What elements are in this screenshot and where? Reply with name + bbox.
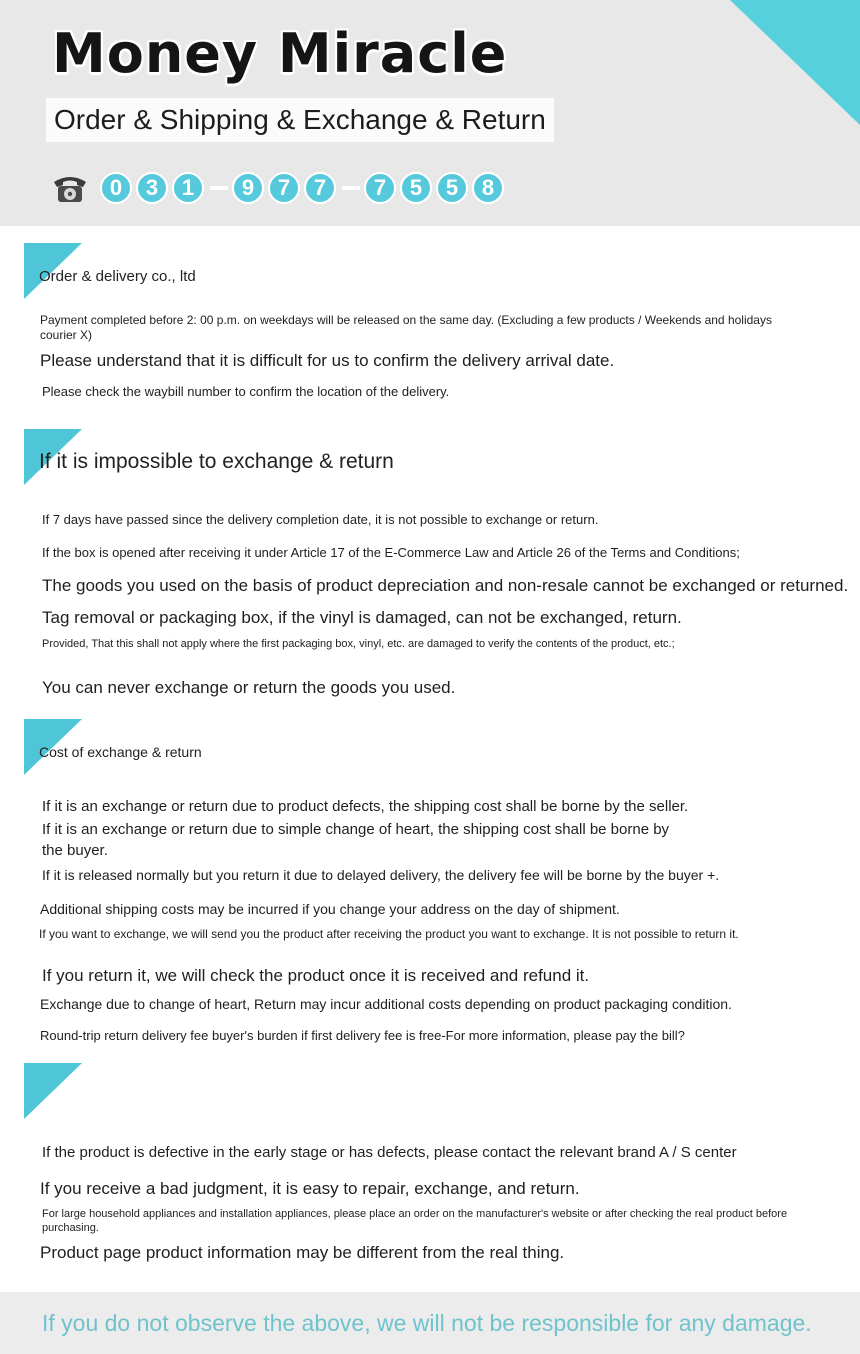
phone-separator <box>210 186 228 190</box>
policy-line: If you want to exchange, we will send you the product after receiving the product you want to exchange. It is not possible to return it. <box>39 927 739 941</box>
section-title: Order & delivery co., ltd <box>39 268 196 285</box>
policy-line: If it is an exchange or return due to simple change of heart, the shipping cost shall be borne by the buyer. <box>42 821 670 859</box>
policy-line: If you return it, we will check the product once it is received and refund it. <box>42 966 590 985</box>
policy-line: You can never exchange or return the goods you used. <box>42 678 456 697</box>
phone-digit: 7 <box>268 172 300 204</box>
policy-line: Additional shipping costs may be incurred if you change your address on the day of shipment. <box>40 901 620 917</box>
section-defects <box>24 1063 524 1123</box>
section-title: Cost of exchange & return <box>39 744 202 760</box>
phone-digit: 7 <box>304 172 336 204</box>
footer-notice-bar <box>0 1292 860 1354</box>
phone-digit: 5 <box>436 172 468 204</box>
brand-title: Money Miracle <box>52 22 508 85</box>
section-exchange-cost <box>24 719 524 779</box>
phone-digit: 3 <box>136 172 168 204</box>
phone-digit: 7 <box>364 172 396 204</box>
policy-line: Payment completed before 2: 00 p.m. on weekdays will be released on the same day. (Excluding a few products / Weekends and holidays courier X) <box>40 313 772 342</box>
policy-line: If the product is defective in the early stage or has defects, please contact the relevant brand A / S center <box>42 1144 737 1161</box>
section-order-delivery <box>24 243 524 303</box>
policy-line: Tag removal or packaging box, if the vinyl is damaged, can not be exchanged, return. <box>42 608 682 627</box>
policy-line: If it is released normally but you return it due to delayed delivery, the delivery fee will be borne by the buyer +. <box>42 867 720 883</box>
phone-separator <box>342 186 360 190</box>
page-subtitle: Order & Shipping & Exchange & Return <box>46 98 554 142</box>
phone-digit: 5 <box>400 172 432 204</box>
policy-line: If 7 days have passed since the delivery completion date, it is not possible to exchange or return. <box>42 512 599 527</box>
policy-line: Please understand that it is difficult for us to confirm the delivery arrival date. <box>40 351 615 370</box>
phone-digit: 0 <box>100 172 132 204</box>
disclaimer-text: If you do not observe the above, we will not be responsible for any damage. <box>42 1310 812 1336</box>
policy-line: Round-trip return delivery fee buyer's burden if first delivery fee is free-For more information, please pay the bill? <box>40 1028 685 1043</box>
policy-line: If it is an exchange or return due to product defects, the shipping cost shall be borne by the seller. <box>42 798 689 815</box>
policy-line: Product page product information may be different from the real thing. <box>40 1243 565 1262</box>
phone-number <box>50 168 508 208</box>
section-no-exchange <box>24 429 524 489</box>
policy-line: If you receive a bad judgment, it is easy to repair, exchange, and return. <box>40 1179 580 1198</box>
phone-digit: 8 <box>472 172 504 204</box>
policy-line: If the box is opened after receiving it under Article 17 of the E-Commerce Law and Article 26 of the Terms and Conditions; <box>42 545 740 560</box>
section-title: If it is impossible to exchange & return <box>39 450 394 473</box>
telephone-icon <box>50 170 90 206</box>
phone-digit: 1 <box>172 172 204 204</box>
section-flag-icon <box>24 1063 82 1119</box>
phone-digit: 9 <box>232 172 264 204</box>
policy-line: Provided, That this shall not apply where the first packaging box, vinyl, etc. are damaged to verify the contents of the product, etc.; <box>42 638 675 650</box>
policy-line: For large household appliances and installation appliances, please place an order on the manufacturer's website or after checking the real product before purchasing. <box>42 1208 788 1234</box>
header-banner <box>0 0 860 226</box>
policy-line: Please check the waybill number to confirm the location of the delivery. <box>42 384 450 399</box>
policy-line: Exchange due to change of heart, Return may incur additional costs depending on product packaging condition. <box>40 996 732 1012</box>
policy-line: The goods you used on the basis of product depreciation and non-resale cannot be exchanged or returned. <box>42 576 849 595</box>
corner-decoration <box>730 0 860 125</box>
